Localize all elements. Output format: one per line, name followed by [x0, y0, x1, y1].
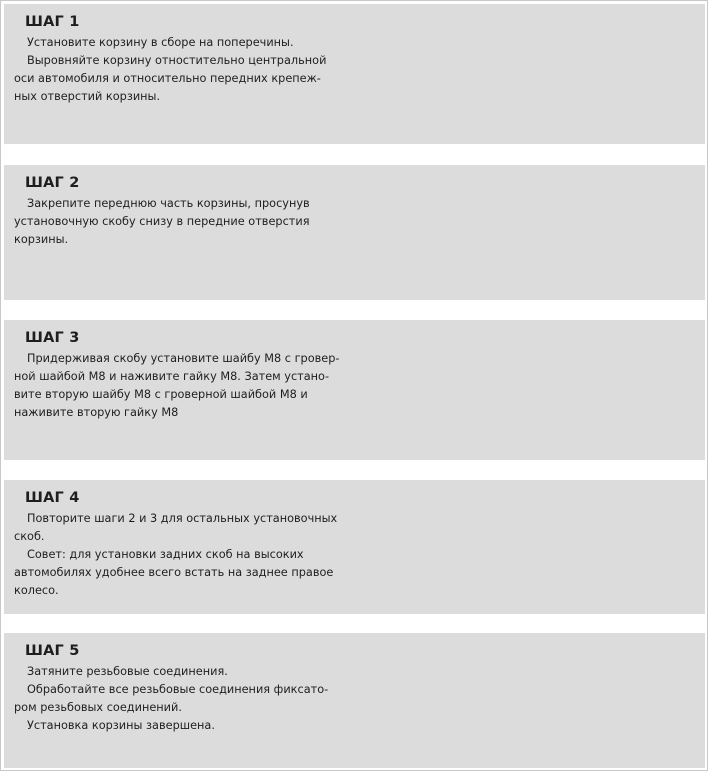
step-body: [14, 34, 344, 106]
step-3: [4, 320, 705, 460]
step-body: [14, 510, 344, 600]
step-title: ШАГ 5: [25, 643, 80, 659]
step-paragraph: Выровняйте корзину отностительно центральной оси автомобиля и относительно передних крепеж- ных отверстий корзины.: [14, 54, 327, 103]
step-body: [14, 350, 344, 422]
step-paragraph: Установите корзину в сборе на поперечины.: [27, 36, 294, 49]
step-paragraph: Закрепите переднюю часть корзины, просунув установочную скобу снизу в передние отверстия корзины.: [14, 197, 310, 246]
step-title: ШАГ 4: [25, 490, 80, 506]
step-paragraph: Обработайте все резьбовые соединения фиксато- ром резьбовых соединений.: [14, 683, 329, 714]
step-title: ШАГ 2: [25, 175, 80, 191]
step-title: ШАГ 1: [25, 14, 80, 30]
step-paragraph: Придерживая скобу установите шайбу М8 с гровер- ной шайбой М8 и наживите гайку М8. Затем устано- вите вторую шайбу М8 с гроверной шайбой М8 и наживите вторую гайку М8: [14, 352, 340, 419]
step-1: [4, 4, 705, 144]
step-paragraph: Совет: для установки задних скоб на высоких автомобилях удобнее всего встать на заднее правое колесо.: [14, 548, 334, 597]
step-5: [4, 633, 705, 768]
step-paragraph: Повторите шаги 2 и 3 для остальных установочных скоб.: [14, 512, 338, 543]
step-paragraph: Затяните резьбовые соединения.: [27, 665, 228, 678]
step-title: ШАГ 3: [25, 330, 80, 346]
step-paragraph: Установка корзины завершена.: [27, 719, 215, 732]
step-4: [4, 480, 705, 614]
step-body: [14, 663, 344, 735]
step-body: [14, 195, 344, 249]
step-2: [4, 165, 705, 300]
